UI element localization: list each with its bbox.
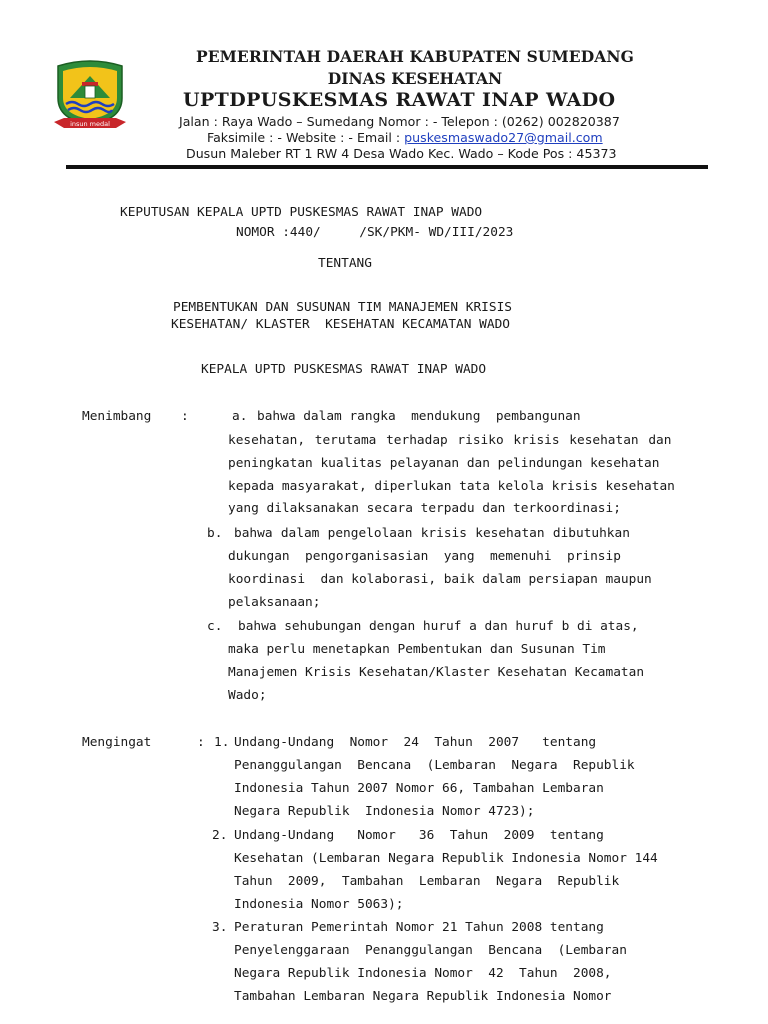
letterhead-institution: UPTDPUSKESMAS RAWAT INAP WADO xyxy=(183,89,616,111)
menimbang-item-a-line-2: kesehatan, terutama terhadap risiko krisis kesehatan dan xyxy=(228,433,672,448)
mengingat-item-1-line-3: Indonesia Tahun 2007 Nomor 66, Tambahan Lembaran xyxy=(234,781,604,796)
decree-tentang: TENTANG xyxy=(318,256,372,271)
decree-title: KEPUTUSAN KEPALA UPTD PUSKESMAS RAWAT INAP WADO xyxy=(120,205,483,220)
mengingat-item-1-line-2: Penanggulangan Bencana (Lembaran Negara Republik xyxy=(234,758,635,773)
mengingat-item-3-line-2: Penyelenggaraan Penanggulangan Bencana (Lembaran xyxy=(234,943,627,958)
menimbang-item-c-line-4: Wado; xyxy=(228,688,267,703)
menimbang-item-c-line-3: Manajemen Krisis Kesehatan/Klaster Kesehatan Kecamatan xyxy=(228,665,645,680)
mengingat-item-2-line-4: Indonesia Nomor 5063); xyxy=(234,897,404,912)
mengingat-item-1-marker: 1. xyxy=(214,735,230,750)
menimbang-item-b-line-2: dukungan pengorganisasian yang memenuhi prinsip xyxy=(228,549,621,564)
mengingat-colon: : xyxy=(197,735,205,750)
menimbang-item-a-line-1: bahwa dalam rangka mendukung pembangunan xyxy=(257,409,581,424)
mengingat-item-2-line-2: Kesehatan (Lembaran Negara Republik Indonesia Nomor 144 xyxy=(234,851,658,866)
decree-subject-line-2: KESEHATAN/ KLASTER KESEHATAN KECAMATAN WADO xyxy=(171,317,510,332)
menimbang-item-a-line-5: yang dilaksanakan secara terpadu dan terkoordinasi; xyxy=(228,501,621,516)
regency-emblem-logo xyxy=(52,58,128,136)
menimbang-item-a-line-3: peningkatan kualitas pelayanan dan pelindungan kesehatan xyxy=(228,456,660,471)
menimbang-colon: : xyxy=(181,409,189,424)
menimbang-item-c-line-1: bahwa sehubungan dengan huruf a dan huruf b di atas, xyxy=(238,619,639,634)
decree-subject-line-1: PEMBENTUKAN DAN SUSUNAN TIM MANAJEMEN KRISIS xyxy=(173,300,512,315)
mengingat-label: Mengingat xyxy=(82,735,152,750)
mengingat-item-3-line-1: Peraturan Pemerintah Nomor 21 Tahun 2008 tentang xyxy=(234,920,604,935)
decree-number: NOMOR :440/ /SK/PKM- WD/III/2023 xyxy=(236,225,514,240)
letterhead-divider xyxy=(66,165,708,169)
menimbang-item-b-line-3: koordinasi dan kolaborasi, baik dalam persiapan maupun xyxy=(228,572,652,587)
menimbang-item-c-marker: c. xyxy=(207,619,223,634)
mengingat-item-3-line-4: Tambahan Lembaran Negara Republik Indonesia Nomor xyxy=(234,989,612,1004)
letterhead-contact-line xyxy=(207,130,603,145)
mengingat-item-1-line-1: Undang-Undang Nomor 24 Tahun 2007 tentang xyxy=(234,735,597,750)
mengingat-item-1-line-4: Negara Republik Indonesia Nomor 4723); xyxy=(234,804,535,819)
menimbang-item-b-line-4: pelaksanaan; xyxy=(228,595,321,610)
mengingat-item-3-line-3: Negara Republik Indonesia Nomor 42 Tahun 2008, xyxy=(234,966,612,981)
letterhead-government: PEMERINTAH DAERAH KABUPATEN SUMEDANG xyxy=(196,47,634,66)
logo-motto: insun medal xyxy=(70,120,110,128)
letterhead-department: DINAS KESEHATAN xyxy=(327,69,503,88)
letterhead-address-line: Jalan : Raya Wado – Sumedang Nomor : - Telepon : (0262) 002820387 xyxy=(179,114,620,129)
menimbang-item-a-line-4: kepada masyarakat, diperlukan tata kelola krisis kesehatan xyxy=(228,479,675,494)
mengingat-item-3-marker: 3. xyxy=(212,920,228,935)
menimbang-item-b-line-1: bahwa dalam pengelolaan krisis kesehatan dibutuhkan xyxy=(234,526,630,541)
decree-authority: KEPALA UPTD PUSKESMAS RAWAT INAP WADO xyxy=(201,362,487,377)
menimbang-item-c-line-2: maka perlu menetapkan Pembentukan dan Susunan Tim xyxy=(228,642,606,657)
menimbang-item-a-marker: a. xyxy=(232,409,248,424)
menimbang-label: Menimbang xyxy=(82,409,152,424)
mengingat-item-2-line-1: Undang-Undang Nomor 36 Tahun 2009 tentang xyxy=(234,828,604,843)
mengingat-item-2-line-3: Tahun 2009, Tambahan Lembaran Negara Republik xyxy=(234,874,620,889)
contact-prefix: Faksimile : - Website : - Email : xyxy=(207,130,405,145)
menimbang-item-b-marker: b. xyxy=(207,526,223,541)
letterhead-postal-line: Dusun Maleber RT 1 RW 4 Desa Wado Kec. Wado – Kode Pos : 45373 xyxy=(186,146,617,161)
email-link[interactable]: puskesmaswado27@gmail.com xyxy=(404,130,603,145)
mengingat-item-2-marker: 2. xyxy=(212,828,228,843)
